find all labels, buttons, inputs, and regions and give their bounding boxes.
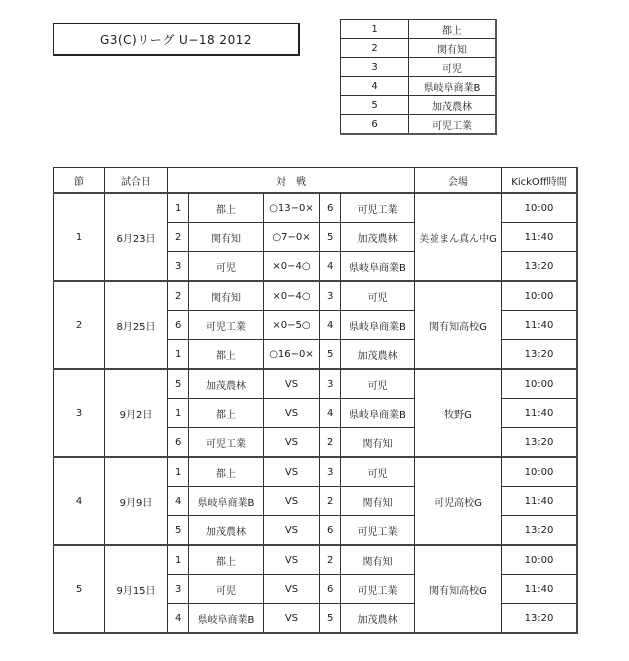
score: VS: [264, 428, 320, 458]
home-number: 1: [168, 545, 189, 575]
score: VS: [264, 575, 320, 604]
page-title: G3(C)リーグ U−18 2012: [53, 23, 300, 56]
score: ×0−4○: [264, 252, 320, 282]
away-team: 県岐阜商業B: [341, 252, 415, 282]
kickoff-time: 13:20: [502, 604, 578, 634]
home-number: 2: [168, 223, 189, 252]
venue: 関有知高校G: [415, 281, 502, 369]
team-number: 4: [341, 77, 409, 96]
home-number: 4: [168, 487, 189, 516]
away-team: 県岐阜商業B: [341, 311, 415, 340]
away-team: 関有知: [341, 487, 415, 516]
kickoff-time: 10:00: [502, 281, 578, 311]
venue: 関有知高校G: [415, 545, 502, 633]
match-date: 6月23日: [105, 193, 168, 281]
home-team: 関有知: [189, 281, 264, 311]
home-team: 可児工業: [189, 428, 264, 458]
score: ○13−0×: [264, 193, 320, 223]
home-team: 都上: [189, 545, 264, 575]
away-number: 5: [320, 604, 341, 634]
team-name: 加茂農林: [409, 96, 497, 115]
home-number: 6: [168, 311, 189, 340]
score: VS: [264, 487, 320, 516]
home-team: 都上: [189, 193, 264, 223]
away-number: 2: [320, 487, 341, 516]
away-team: 加茂農林: [341, 604, 415, 634]
section-number: 1: [54, 193, 105, 281]
home-number: 1: [168, 457, 189, 487]
away-number: 2: [320, 428, 341, 458]
legend-row: [341, 96, 497, 115]
away-number: 4: [320, 311, 341, 340]
header-section: 節: [54, 168, 105, 194]
away-number: 4: [320, 252, 341, 282]
away-number: 5: [320, 340, 341, 370]
header-venue: 会場: [415, 168, 502, 194]
score: ×0−4○: [264, 281, 320, 311]
away-number: 4: [320, 399, 341, 428]
team-number: 5: [341, 96, 409, 115]
score: VS: [264, 457, 320, 487]
away-number: 6: [320, 575, 341, 604]
match-date: 8月25日: [105, 281, 168, 369]
home-team: 可児: [189, 575, 264, 604]
away-team: 関有知: [341, 428, 415, 458]
away-number: 6: [320, 516, 341, 546]
score: ×0−5○: [264, 311, 320, 340]
kickoff-time: 11:40: [502, 575, 578, 604]
score: ○16−0×: [264, 340, 320, 370]
table-row: [54, 369, 578, 399]
team-name: 県岐阜商業B: [409, 77, 497, 96]
team-number: 6: [341, 115, 409, 135]
header-match: 対 戦: [168, 168, 415, 194]
home-number: 3: [168, 252, 189, 282]
home-number: 6: [168, 428, 189, 458]
team-legend-table: [340, 19, 497, 135]
home-team: 関有知: [189, 223, 264, 252]
section-number: 4: [54, 457, 105, 545]
home-number: 2: [168, 281, 189, 311]
section-number: 2: [54, 281, 105, 369]
home-team: 加茂農林: [189, 369, 264, 399]
team-name: 都上: [409, 20, 497, 39]
team-number: 3: [341, 58, 409, 77]
kickoff-time: 13:20: [502, 428, 578, 458]
home-team: 県岐阜商業B: [189, 604, 264, 634]
legend-row: [341, 39, 497, 58]
away-number: 6: [320, 193, 341, 223]
home-number: 1: [168, 340, 189, 370]
kickoff-time: 11:40: [502, 223, 578, 252]
away-team: 県岐阜商業B: [341, 399, 415, 428]
home-team: 加茂農林: [189, 516, 264, 546]
away-number: 3: [320, 457, 341, 487]
header-date: 試合日: [105, 168, 168, 194]
kickoff-time: 10:00: [502, 193, 578, 223]
score: VS: [264, 604, 320, 634]
venue: 可児高校G: [415, 457, 502, 545]
kickoff-time: 13:20: [502, 252, 578, 282]
kickoff-time: 10:00: [502, 457, 578, 487]
kickoff-time: 10:00: [502, 545, 578, 575]
away-team: 可児: [341, 281, 415, 311]
score: VS: [264, 369, 320, 399]
away-team: 可児: [341, 457, 415, 487]
legend-row: [341, 58, 497, 77]
team-number: 2: [341, 39, 409, 58]
team-name: 可児: [409, 58, 497, 77]
match-date: 9月15日: [105, 545, 168, 633]
legend-row: [341, 77, 497, 96]
away-team: 可児工業: [341, 516, 415, 546]
kickoff-time: 11:40: [502, 399, 578, 428]
section-number: 3: [54, 369, 105, 457]
kickoff-time: 11:40: [502, 311, 578, 340]
home-number: 3: [168, 575, 189, 604]
score: VS: [264, 399, 320, 428]
table-row: [54, 545, 578, 575]
venue: 美並まん真ん中G: [415, 193, 502, 281]
away-team: 可児工業: [341, 193, 415, 223]
kickoff-time: 11:40: [502, 487, 578, 516]
table-row: [54, 281, 578, 311]
home-number: 5: [168, 516, 189, 546]
match-date: 9月2日: [105, 369, 168, 457]
home-number: 4: [168, 604, 189, 634]
away-team: 加茂農林: [341, 340, 415, 370]
header-kickoff: KickOff時間: [502, 168, 578, 194]
away-number: 3: [320, 281, 341, 311]
kickoff-time: 13:20: [502, 516, 578, 546]
score: VS: [264, 545, 320, 575]
away-team: 関有知: [341, 545, 415, 575]
away-team: 可児工業: [341, 575, 415, 604]
schedule-table: [53, 167, 578, 634]
home-team: 県岐阜商業B: [189, 487, 264, 516]
legend-row: [341, 20, 497, 39]
section-number: 5: [54, 545, 105, 633]
home-team: 都上: [189, 340, 264, 370]
legend-row: [341, 115, 497, 135]
kickoff-time: 10:00: [502, 369, 578, 399]
away-team: 加茂農林: [341, 223, 415, 252]
away-team: 可児: [341, 369, 415, 399]
venue: 牧野G: [415, 369, 502, 457]
home-team: 都上: [189, 457, 264, 487]
home-number: 1: [168, 399, 189, 428]
away-number: 5: [320, 223, 341, 252]
score: ○7−0×: [264, 223, 320, 252]
home-team: 都上: [189, 399, 264, 428]
table-row: [54, 457, 578, 487]
team-name: 関有知: [409, 39, 497, 58]
team-name: 可児工業: [409, 115, 497, 135]
home-number: 5: [168, 369, 189, 399]
away-number: 3: [320, 369, 341, 399]
match-date: 9月9日: [105, 457, 168, 545]
home-team: 可児: [189, 252, 264, 282]
home-team: 可児工業: [189, 311, 264, 340]
kickoff-time: 13:20: [502, 340, 578, 370]
team-number: 1: [341, 20, 409, 39]
score: VS: [264, 516, 320, 546]
table-row: [54, 193, 578, 223]
home-number: 1: [168, 193, 189, 223]
schedule-header-row: [54, 168, 578, 194]
away-number: 2: [320, 545, 341, 575]
